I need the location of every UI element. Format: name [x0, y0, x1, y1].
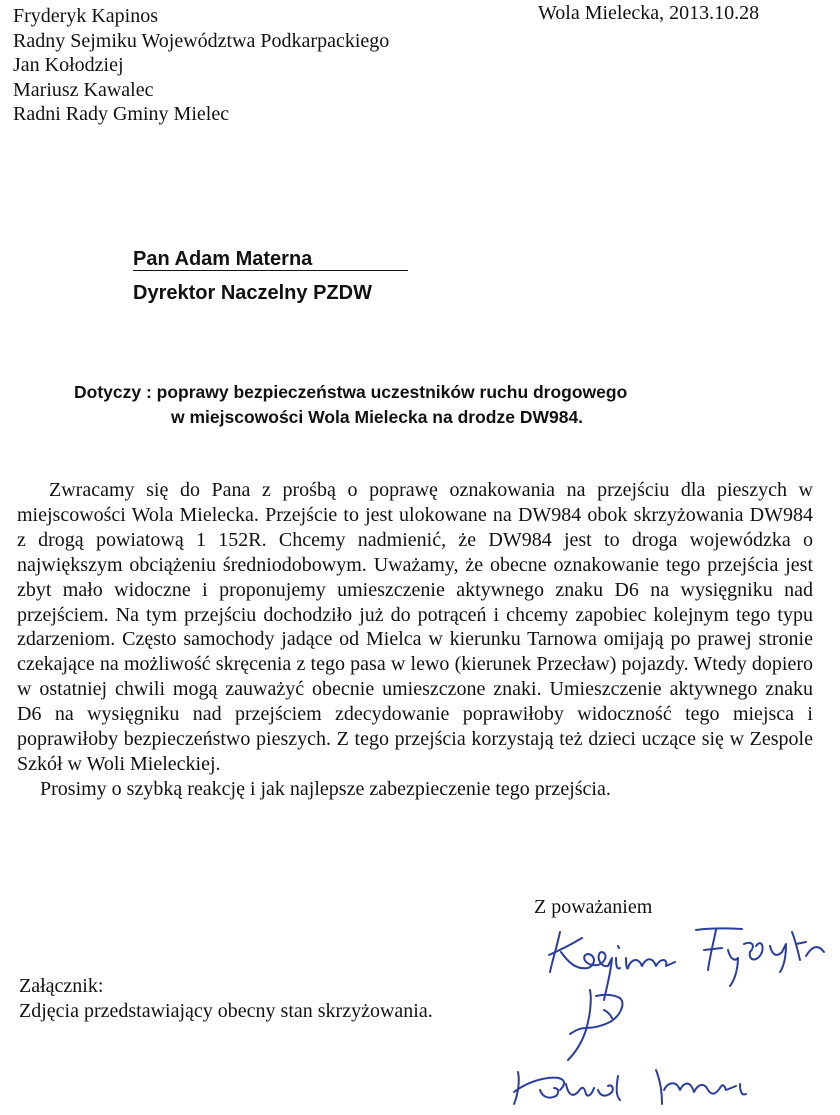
body-paragraph: Zwracamy się do Pana z prośbą o poprawę oznakowania na przejściu dla pieszych w miejscowości Wola Mielecka. Przejście to jest ulokowane na DW984 obok skrzyżowania DW984 z drogą powiatową 1 152R. Chcemy nadmienić, że DW984 jest to droga wojewódzka o największym obciążeniu średniodobowym. Uważamy, że obecne oznakowanie tego przejścia jest zbyt mało widoczne i proponujemy umieszczenie aktywnego znaku D6 na wysięgniku nad przejściem. Na tym przejściu dochodziło już do potrąceń i chcemy zapobiec kolejnym tego typu zdarzeniom. Często samochody jadące od Mielca w kierunku Tarnowa omijają po prawej stronie czekające na możliwość skręcenia z tego pasa w lewo (kierunek Przecław) pojazdy. Wtedy dopiero w ostatniej chwili mogą zauważyć obecnie umieszczone znaki. Umieszczenie aktywnego znaku D6 na wysięgniku nad przejściem zdecydowanie poprawiłoby widoczność tego miejsca i poprawiłoby bezpieczeństwo pieszych. Z tego przejścia korzystają też dzieci uczące się w Zespole Szkół w Woli Mieleckiej.	[17, 479, 813, 775]
sender-position: Radny Sejmiku Województwa Podkarpackiego	[13, 29, 390, 52]
place-and-date: Wola Mielecka, 2013.10.28	[538, 2, 760, 24]
closing-salutation: Z poważaniem	[534, 896, 653, 918]
co-sender-name: Jan Kołodziej	[13, 54, 124, 76]
co-sender-position: Radni Rady Gminy Mielec	[13, 103, 230, 125]
sender-name: Fryderyk Kapinos	[13, 5, 158, 27]
recipient-name: Pan Adam Materna	[133, 248, 408, 271]
signature-second	[568, 990, 622, 1060]
body-paragraph: Prosimy o szybką reakcję i jak najlepsze zabezpieczenie tego przejścia.	[40, 777, 611, 800]
subject-line-2: w miejscowości Wola Mielecka na drodze DW984.	[171, 407, 584, 427]
subject-line-1: Dotyczy : poprawy bezpieczeństwa uczestników ruchu drogowego	[74, 382, 628, 402]
co-sender-name: Mariusz Kawalec	[13, 78, 154, 101]
attachment-label: Załącznik:	[19, 975, 104, 997]
attachment-text: Zdjęcia przedstawiający obecny stan skrzyżowania.	[19, 1000, 433, 1022]
signature-kawalec	[514, 1070, 746, 1104]
recipient-title: Dyrektor Naczelny PZDW	[133, 282, 372, 304]
